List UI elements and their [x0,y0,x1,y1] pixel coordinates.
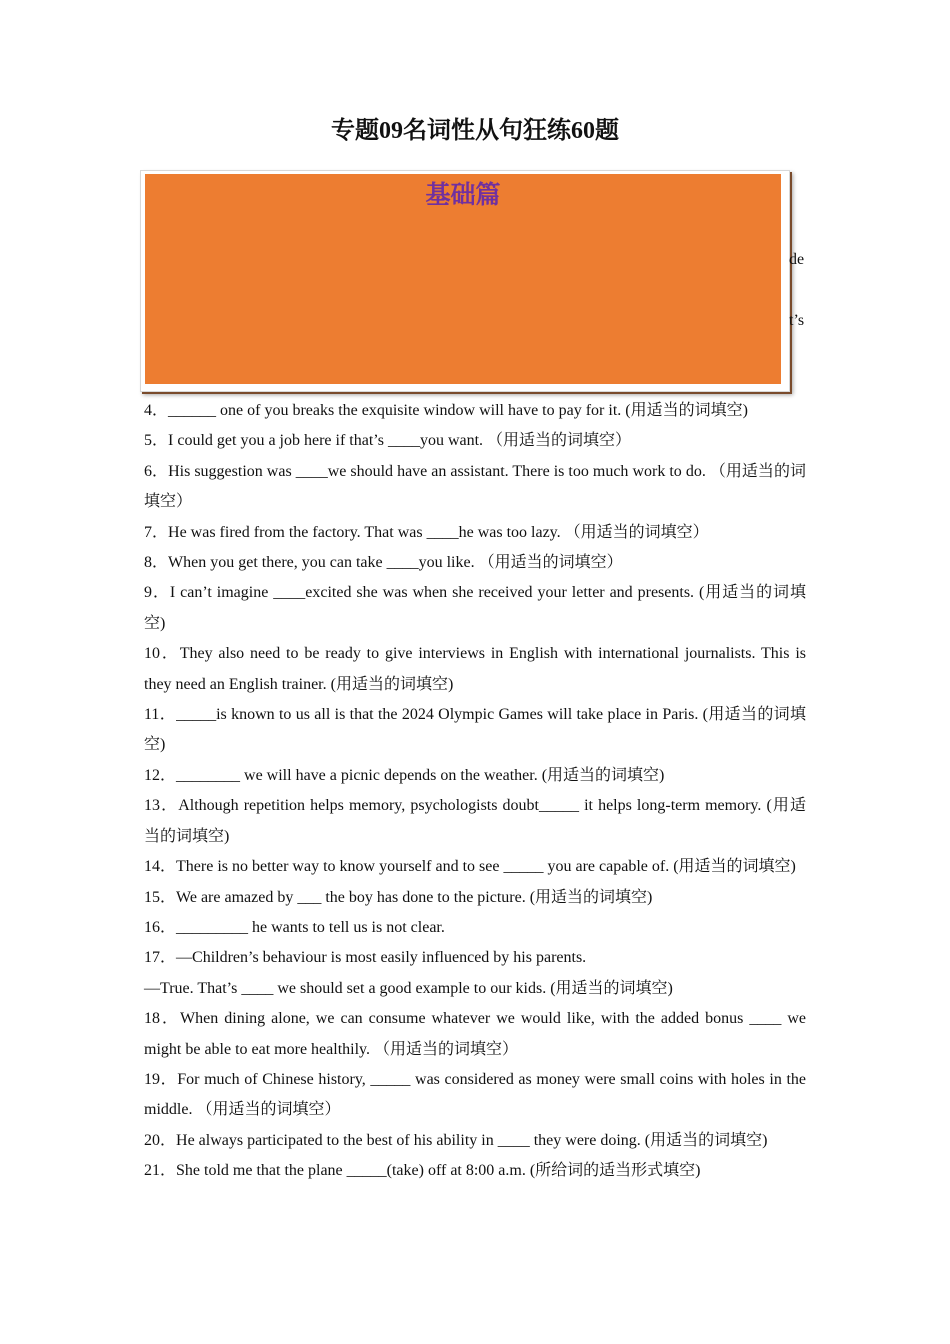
question-number: 21． [144,1162,177,1180]
question-text: When dining alone, we can consume whatever we would like, with the added bonus ____ we might be able to eat more healthily. （用适当的词填空） [144,1010,806,1058]
question-number: 18． [144,1010,181,1028]
hidden-question-fragment: de [789,251,805,268]
question-number: 9． [144,584,170,602]
question-item [144,457,806,518]
question-text: We are amazed by ___ the boy has done to the picture. (用适当的词填空) [176,888,653,906]
question-item [144,791,806,852]
question-text: ______ one of you breaks the exquisite window will have to pay for it. (用适当的词填空) [168,402,748,419]
question-item [144,1156,806,1186]
question-number: 8． [144,554,169,572]
question-text: When you get there, you can take ____you like. （用适当的词填空） [168,554,623,572]
question-text: He was fired from the factory. That was ____he was too lazy. （用适当的词填空） [168,523,709,541]
question-text: _____is known to us all is that the 2024 Olympic Games will take place in Paris. (用适当的词填空) [144,706,806,754]
question-item [144,1004,806,1065]
question-number: 11． [144,706,177,724]
question-text: For much of Chinese history, _____ was considered as money were small coins with holes in the middle. （用适当的词填空） [144,1070,806,1119]
question-number: 5． [144,432,169,450]
question-number: 13． [144,797,179,815]
question-item [144,396,806,426]
section-banner [145,174,781,384]
question-item [144,700,806,761]
question-number: 14． [144,858,177,876]
page-title: 专题09名词性从句狂练60题 [331,118,619,144]
question-number: 20． [144,1131,177,1149]
question-item [144,1126,806,1156]
question-number: 19． [144,1070,178,1088]
question-text: There is no better way to know yourself and to see _____ you are capable of. (用适当的词填空) [176,858,796,876]
question-number: 6． [144,462,169,480]
question-item [144,518,806,548]
question-item [144,578,806,639]
question-number: 16． [144,918,177,936]
question-item [144,943,806,973]
question-text: Although repetition helps memory, psychologists doubt_____ it helps long-term memory. (用适当的词填空) [144,797,806,845]
question-item [144,548,806,578]
question-item [144,852,806,882]
question-text: _________ he wants to tell us is not clear. [176,918,445,936]
question-number: 12． [144,766,177,784]
question-item [144,1065,806,1126]
question-number: 17． [144,949,177,967]
question-text: I could get you a job here if that’s ____you want. （用适当的词填空） [168,432,632,450]
question-item [144,761,806,791]
question-list [144,396,806,1187]
question-number: 10． [144,645,180,663]
question-text: —True. That’s ____ we should set a good example to our kids. (用适当的词填空) [144,979,673,997]
question-text: ________ we will have a picnic depends on the weather. (用适当的词填空) [176,766,665,784]
question-item [144,639,806,700]
question-number: 4． [144,402,169,419]
banner-title: 基础篇 [425,182,501,209]
question-text: He always participated to the best of his ability in ____ they were doing. (用适当的词填空) [176,1131,768,1149]
question-text: They also need to be ready to give interviews in English with international journalists. This is they need an English trainer. (用适当的词填空) [144,645,806,693]
question-item [144,883,806,913]
question-text: His suggestion was ____we should have an assistant. There is too much work to do. （用适当的词填空） [144,462,806,511]
question-text: —Children’s behaviour is most easily influenced by his parents. [176,949,587,967]
question-number: 15． [144,888,177,906]
question-item [144,426,806,456]
question-text: I can’t imagine ____excited she was when she received your letter and presents. (用适当的词填空) [144,584,806,632]
question-number: 7． [144,523,169,541]
question-text: She told me that the plane _____(take) off at 8:00 a.m. (所给词的适当形式填空) [176,1162,701,1180]
hidden-question-fragment: t’s [789,312,805,329]
question-item [144,974,806,1004]
question-item [144,913,806,943]
